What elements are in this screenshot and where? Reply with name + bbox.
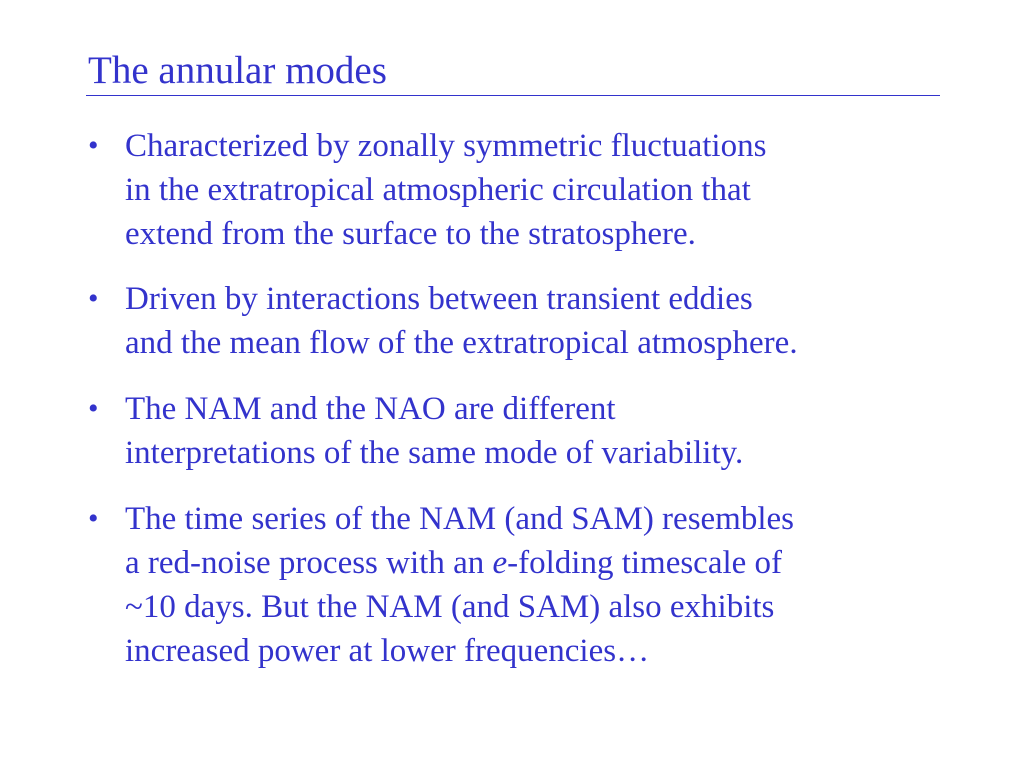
bullet-marker: •: [88, 502, 99, 535]
bullet-2-line-2: and the mean flow of the extratropical atmosphere.: [125, 325, 798, 361]
bullet-marker: •: [88, 392, 99, 425]
bullet-3-line-1: The NAM and the NAO are different: [125, 391, 616, 427]
bullet-marker: •: [88, 282, 99, 315]
bullet-1-line-3: extend from the surface to the stratosphere.: [125, 216, 696, 252]
bullet-1-line-1: Characterized by zonally symmetric fluctuations: [125, 128, 767, 164]
slide-title: The annular modes: [88, 49, 387, 92]
bullet-4-italic-e: e: [492, 545, 508, 581]
bullet-4-line-1: The time series of the NAM (and SAM) resembles: [125, 501, 795, 537]
title-divider: [86, 95, 940, 96]
bullet-4-line-2-start: a red-noise process with an: [125, 545, 493, 581]
bullet-1-line-2: in the extratropical atmospheric circulation that: [125, 172, 751, 208]
bullet-4-line-4: increased power at lower frequencies…: [125, 633, 650, 669]
bullet-4-line-2-end: -folding timescale of: [507, 545, 783, 581]
bullet-4-line-2: [125, 541, 782, 585]
bullet-2-line-1: Driven by interactions between transient eddies: [125, 281, 753, 317]
bullet-marker: •: [88, 129, 99, 162]
bullet-3-line-2: interpretations of the same mode of variability.: [125, 435, 744, 471]
bullet-4-line-3: ~10 days. But the NAM (and SAM) also exhibits: [125, 589, 775, 625]
